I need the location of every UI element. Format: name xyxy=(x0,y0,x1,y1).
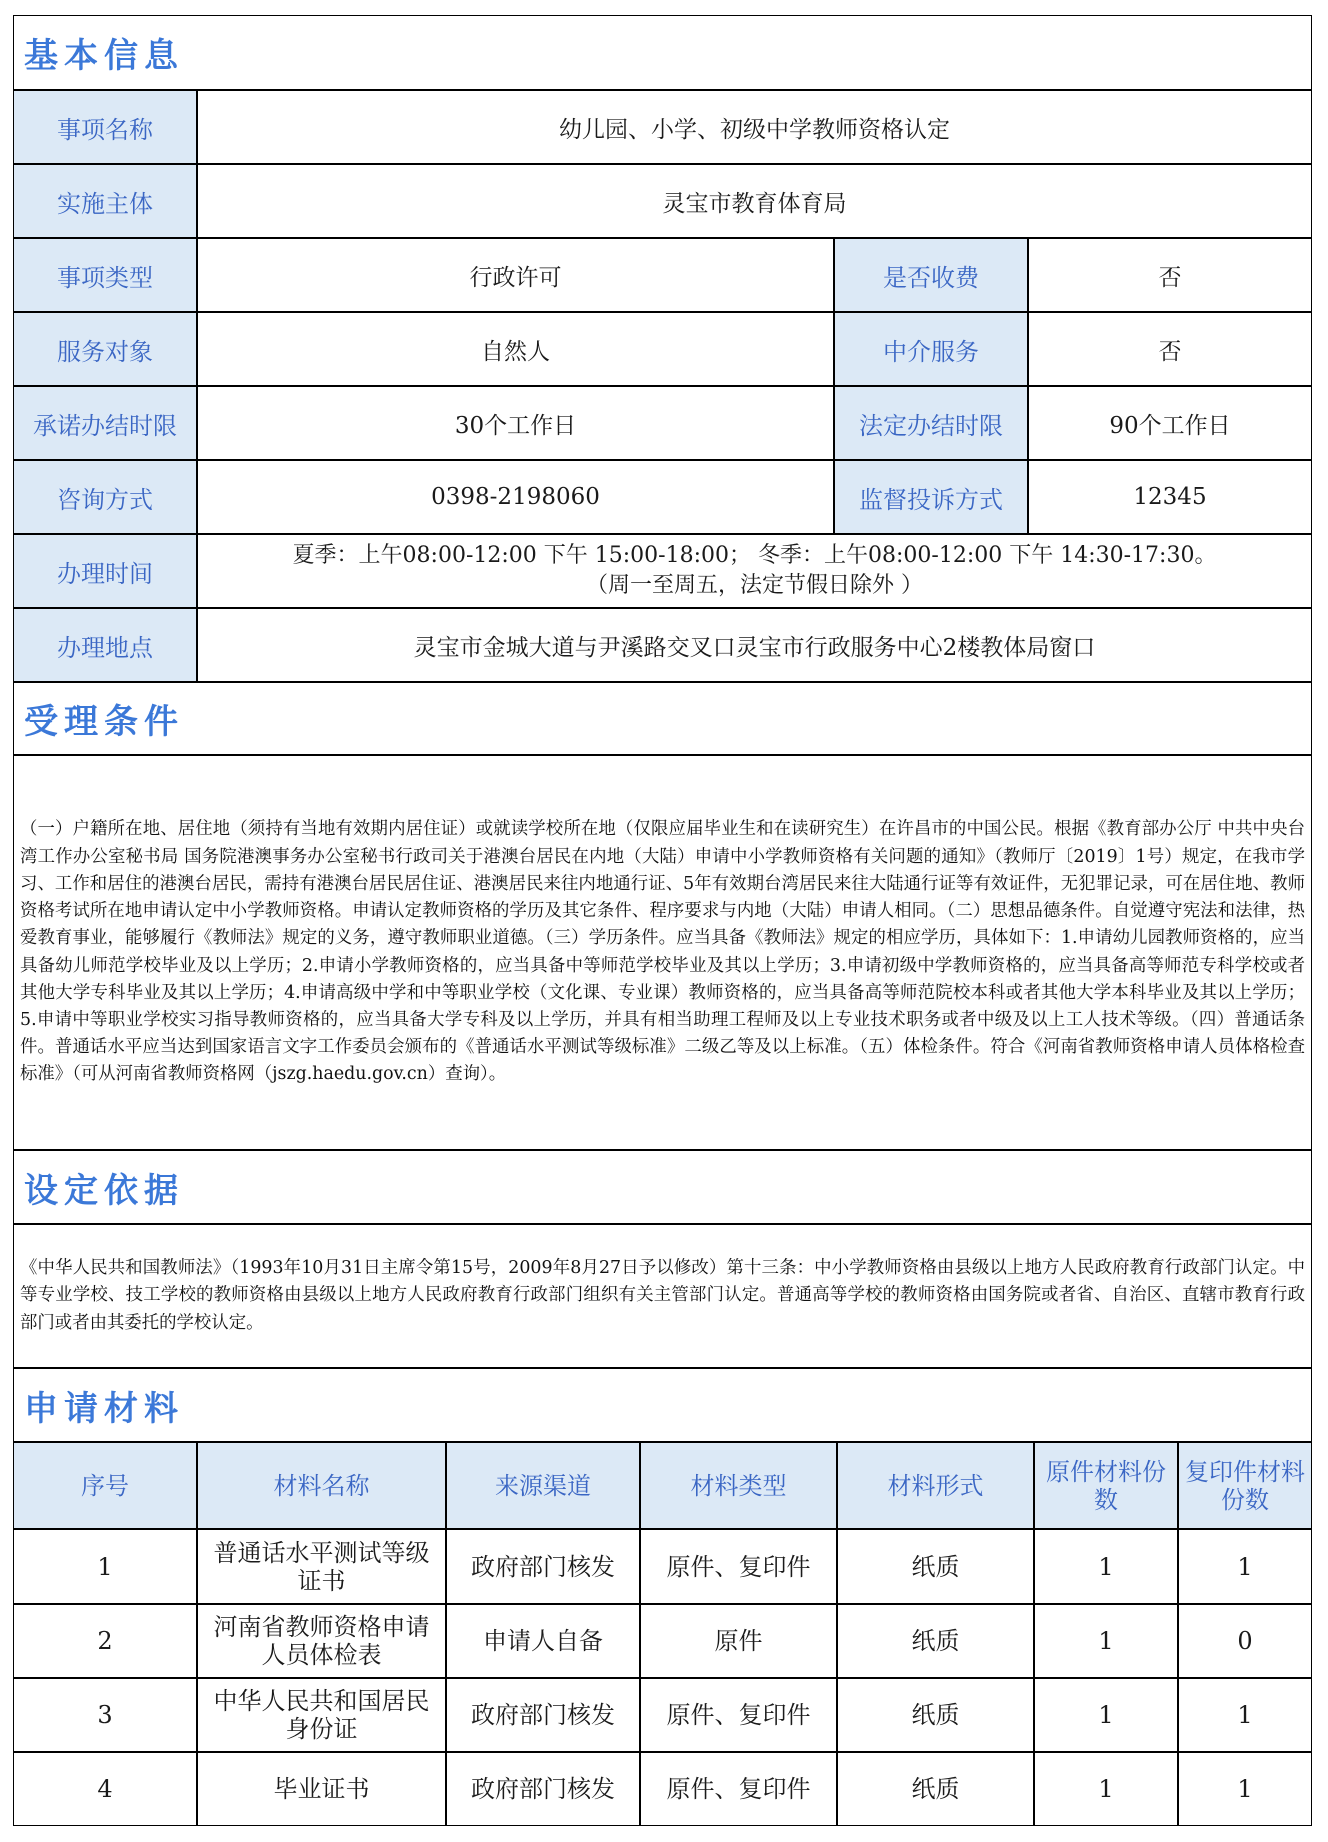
value-hours xyxy=(197,534,1312,608)
table-header-source: 来源渠道 xyxy=(446,1442,640,1529)
table-cell-original-count: 1 xyxy=(1034,1529,1178,1604)
table-cell-type: 原件、复印件 xyxy=(640,1678,837,1752)
table-cell-copy-count: 1 xyxy=(1178,1752,1312,1826)
value-intermediary: 否 xyxy=(1028,312,1312,386)
table-cell-original-count: 1 xyxy=(1034,1752,1178,1826)
value-legal-time: 90个工作日 xyxy=(1028,386,1312,460)
table-header-copy-count: 复印件材料份数 xyxy=(1178,1442,1312,1529)
label-item-name: 事项名称 xyxy=(13,90,197,164)
label-intermediary: 中介服务 xyxy=(834,312,1028,386)
table-cell-original-count: 1 xyxy=(1034,1604,1178,1678)
table-header-seq: 序号 xyxy=(13,1442,197,1529)
table-header-name: 材料名称 xyxy=(197,1442,446,1529)
table-cell-seq: 1 xyxy=(13,1529,197,1604)
value-consult-phone: 0398-2198060 xyxy=(197,460,834,534)
table-cell-seq: 2 xyxy=(13,1604,197,1678)
table-cell-copy-count: 0 xyxy=(1178,1604,1312,1678)
table-cell-copy-count: 1 xyxy=(1178,1678,1312,1752)
value-complaint: 12345 xyxy=(1028,460,1312,534)
value-service-object: 自然人 xyxy=(197,312,834,386)
table-cell-source: 申请人自备 xyxy=(446,1604,640,1678)
table-cell-type: 原件、复印件 xyxy=(640,1529,837,1604)
basis-text-block xyxy=(13,1224,1312,1368)
section-title-basis: 设定依据 xyxy=(13,1150,1312,1224)
table-cell-copy-count: 1 xyxy=(1178,1529,1312,1604)
label-service-object: 服务对象 xyxy=(13,312,197,386)
label-consult: 咨询方式 xyxy=(13,460,197,534)
table-cell-form: 纸质 xyxy=(837,1529,1034,1604)
value-item-name: 幼儿园、小学、初级中学教师资格认定 xyxy=(197,90,1312,164)
label-implementer: 实施主体 xyxy=(13,164,197,238)
label-legal-time: 法定办结时限 xyxy=(834,386,1028,460)
table-cell-type: 原件、复印件 xyxy=(640,1752,837,1826)
hours-line-2: （周一至周五，法定节假日除外 ） xyxy=(586,573,923,598)
table-header-type: 材料类型 xyxy=(640,1442,837,1529)
table-cell-name: 毕业证书 xyxy=(197,1752,446,1826)
section-title-conditions: 受理条件 xyxy=(13,682,1312,755)
value-location: 灵宝市金城大道与尹溪路交叉口灵宝市行政服务中心2楼教体局窗口 xyxy=(197,608,1312,682)
table-cell-form: 纸质 xyxy=(837,1678,1034,1752)
label-location: 办理地点 xyxy=(13,608,197,682)
table-cell-source: 政府部门核发 xyxy=(446,1529,640,1604)
table-cell-form: 纸质 xyxy=(837,1752,1034,1826)
table-cell-name: 河南省教师资格申请人员体检表 xyxy=(197,1604,446,1678)
conditions-text: （一）户籍所在地、居住地（须持有当地有效期内居住证）或就读学校所在地（仅限应届毕业生和在读研究生）在许昌市的中国公民。根据《教育部办公厅 中共中央台湾工作办公室秘书局 国务院港澳事务办公室秘书行政司关于港澳台居民在内地（大陆）申请中小学教师资格有关问题的通知》（教师厅〔2019〕1号）规定，在我市学习、工作和居住的港澳台居民，需持有港澳台居民居住证、港澳居民来往内地通行证、5年有效期台湾居民来往大陆通行证等有效证件，无犯罪记录，可在居住地、教师资格考试所在地申请认定中小学教师资格。申请认定教师资格的学历及其它条件、程序要求与内地（大陆）申请人相同。（二）思想品德条件。自觉遵守宪法和法律，热爱教育事业，能够履行《教师法》规定的义务，遵守教师职业道德。（三）学历条件。应当具备《教师法》规定的相应学历，具体如下：1.申请幼儿园教师资格的，应当具备幼儿师范学校毕业及以上学历；2.申请小学教师资格的，应当具备中等师范学校毕业及其以上学历；3.申请初级中学教师资格的，应当具备高等师范专科学校或者其他大学专科毕业及其以上学历；4.申请高级中学和中等职业学校（文化课、专业课）教师资格的，应当具备高等师范院校本科或者其他大学本科毕业及其以上学历；5.申请中等职业学校实习指导教师资格的，应当具备大学专科及以上学历，并具有相当助理工程师及以上专业技术职务或者中级及以上工人技术等级。（四）普通话条件。普通话水平应当达到国家语言文字工作委员会颁布的《普通话水平测试等级标准》二级乙等及以上标准。（五）体检条件。符合《河南省教师资格申请人员体格检查标准》（可从河南省教师资格网（jszg.haedu.gov.cn）查询）。 xyxy=(20,819,1305,1085)
label-fee: 是否收费 xyxy=(834,238,1028,312)
table-cell-form: 纸质 xyxy=(837,1604,1034,1678)
table-cell-original-count: 1 xyxy=(1034,1678,1178,1752)
table-cell-source: 政府部门核发 xyxy=(446,1752,640,1826)
value-fee: 否 xyxy=(1028,238,1312,312)
label-complaint: 监督投诉方式 xyxy=(834,460,1028,534)
table-cell-seq: 4 xyxy=(13,1752,197,1826)
table-cell-source: 政府部门核发 xyxy=(446,1678,640,1752)
table-cell-name: 中华人民共和国居民身份证 xyxy=(197,1678,446,1752)
table-cell-name: 普通话水平测试等级证书 xyxy=(197,1529,446,1604)
table-header-original-count: 原件材料份数 xyxy=(1034,1442,1178,1529)
table-header-form: 材料形式 xyxy=(837,1442,1034,1529)
section-title-basic-info: 基本信息 xyxy=(13,15,1312,90)
value-promised-time: 30个工作日 xyxy=(197,386,834,460)
section-title-materials: 申请材料 xyxy=(13,1368,1312,1442)
basis-text: 《中华人民共和国教师法》（1993年10月31日主席令第15号，2009年8月27日予以修改）第十三条：中小学教师资格由县级以上地方人民政府教育行政部门认定。中等专业学校、技工学校的教师资格由县级以上地方人民政府教育行政部门组织有关主管部门认定。普通高等学校的教师资格由国务院或者省、自治区、直辖市教育行政部门或者由其委托的学校认定。 xyxy=(20,1258,1305,1333)
label-hours: 办理时间 xyxy=(13,534,197,608)
value-item-type: 行政许可 xyxy=(197,238,834,312)
value-implementer: 灵宝市教育体育局 xyxy=(197,164,1312,238)
label-promised-time: 承诺办结时限 xyxy=(13,386,197,460)
table-cell-seq: 3 xyxy=(13,1678,197,1752)
conditions-text-block xyxy=(13,755,1312,1150)
hours-line-1: 夏季：上午08:00-12:00 下午 15:00-18:00； 冬季：上午08:00-12:00 下午 14:30-17:30。 xyxy=(292,543,1217,568)
label-item-type: 事项类型 xyxy=(13,238,197,312)
table-cell-type: 原件 xyxy=(640,1604,837,1678)
